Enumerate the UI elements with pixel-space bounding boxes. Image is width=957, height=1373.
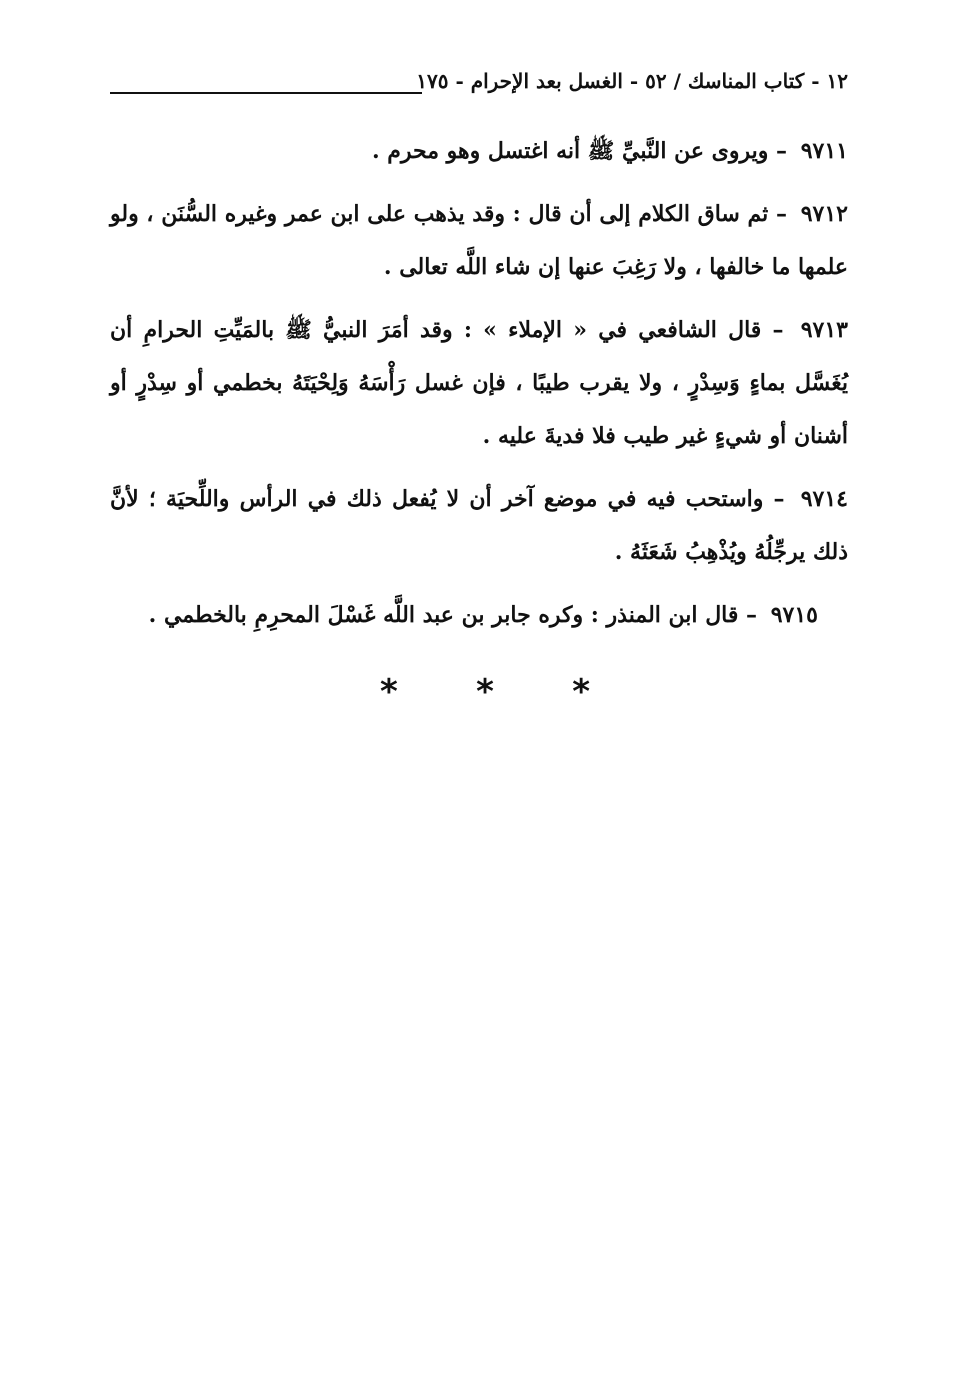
paragraph-number: ٩٧١٥ (770, 602, 818, 628)
paragraph-number: ٩٧١٤ (800, 486, 848, 512)
page-body (110, 125, 848, 652)
paragraph-text: – قال الشافعي في « الإملاء » : وقد أمَرَ النبيُّ ﷺ بالمَيِّتِ الحرامِ أن يُغَسَّل بماءٍ وَسِدْرٍ ، ولا يقرب طيبًا ، فإن غسل رَأْسَهُ وَلِحْيَتَهُ بخطمي أو سِدْرٍ أو أشنان أو شيءٍ غير طيب فلا فديةَ عليه . (110, 317, 848, 449)
page-header (110, 66, 848, 100)
paragraph-9711 (110, 125, 848, 178)
paragraph-number: ٩٧١٢ (800, 201, 848, 227)
section-separator (380, 672, 590, 712)
paragraph-text: – واستحب فيه في موضع آخر أن لا يُفعل ذلك في الرأس واللِّحيَة ؛ لأنَّ ذلك يرجِّلُهُ ويُذْهِبُ شَعَثَهُ . (110, 486, 848, 565)
paragraph-text: – قال ابن المنذر : وكره جابر بن عبد اللَّه غَسْلَ المحرِمِ بالخطمي . (148, 602, 758, 628)
paragraph-9713 (110, 304, 848, 463)
running-title: ١٢ - كتاب المناسك / ٥٢ - الغسل بعد الإحرام - ١٧٥ (416, 69, 848, 93)
paragraph-text: – ثم ساق الكلام إلى أن قال : وقد يذهب على ابن عمر وغيره السُّنَن ، ولو علمها ما خالفها ، ولا رَغِبَ عنها إن شاء اللَّه تعالى . (110, 201, 848, 280)
paragraph-number: ٩٧١٣ (800, 317, 848, 343)
paragraph-text: – ويروى عن النَّبيِّ ﷺ أنه اغتسل وهو محرم . (371, 138, 788, 164)
separator-star: * (476, 672, 494, 712)
paragraph-9715 (110, 589, 848, 642)
header-rule (110, 92, 422, 94)
separator-star: * (380, 672, 398, 712)
separator-star: * (572, 672, 590, 712)
paragraph-9714 (110, 473, 848, 579)
paragraph-number: ٩٧١١ (800, 138, 848, 164)
paragraph-9712 (110, 188, 848, 294)
